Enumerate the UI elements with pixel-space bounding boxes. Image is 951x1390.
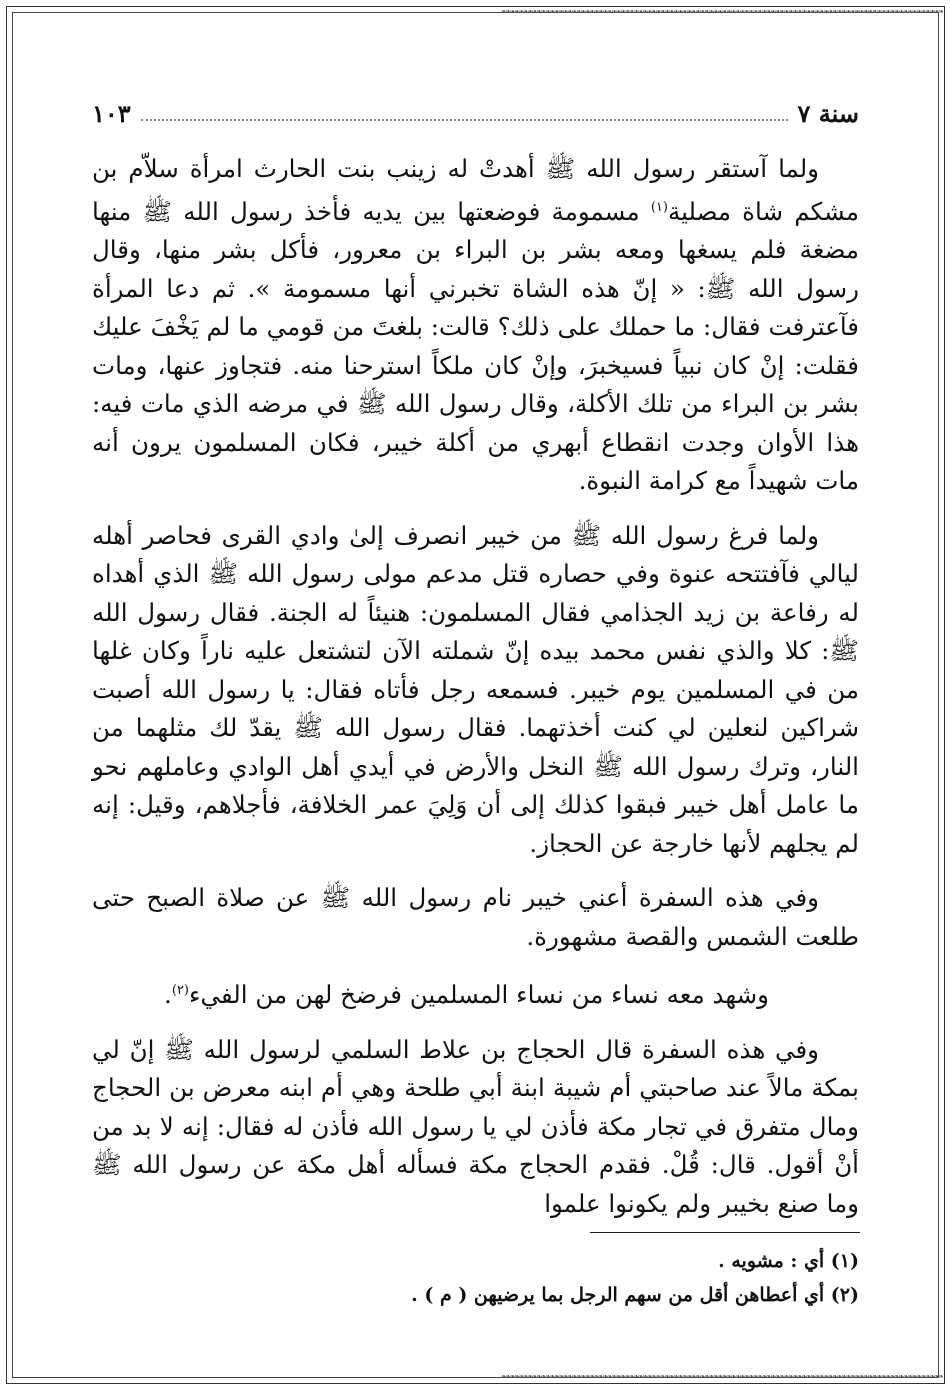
footnote-separator [590,1232,860,1233]
paragraph-1: ولما آستقر رسول الله ﷺ أهدتْ له زينب بنت الحارث امرأة سلاّم بن مشكم شاة مصلية$^{(١)}$ مسمومة فوضعتها بين يديه فأخذ رسول الله ﷺ منها مضغة فلم يسغها ومعه بشر بن البراء بن معرور، فأكل بشر منها، وقال رسول الله ﷺ: « إنّ هذه الشاة تخبرني أنها مسمومة ». ثم دعا المرأة فآعترفت فقال: ما حملك على ذلك؟ قالت: بلغتَ من قومي ما لم يَخْفَ عليك فقلت: إنْ كان نبياً فسيخبرَ، وإنْ كان ملكاً استرحنا منه. فتجاوز عنها، ومات بشر بن البراء من تلك الأكلة، وقال رسول الله ﷺ في مرضه الذي مات فيه: هذا الأوان وجدت انقطاع أبهري من أكلة خيبر، فكان المسلمون يرون أنه مات شهيداً مع كرامة النبوة. [92,154,860,496]
page-header [92,95,859,131]
footnotes [92,1244,859,1312]
page-body [92,150,859,1239]
footnote-1: (١) أي : مشويه . [718,1250,859,1272]
page-number: ١٠٣ [92,98,131,128]
paragraph-5: وفي هذه السفرة قال الحجاج بن علاط السلمي لرسول الله ﷺ إنّ لي بمكة مالاً عند صاحبتي أم شيبة ابنة أبي طلحة وهي أم ابنه معرض بن الحجاج ومال متفرق في تجار مكة فأذن لي يا رسول الله فأذن له فقال: إنه لا بد من أنْ أقول. قال: قُلْ. فقدم الحجاج مكة فسأله أهل مكة عن رسول الله ﷺ وما صنع بخيبر ولم يكونوا علموا [92,1034,859,1218]
paragraph-4: وشهد معه نساء من نساء المسلمين فرضخ لهن من الفيء$^{(٢)}$. [164,980,769,1010]
header-dotted-leader [141,119,788,121]
paragraph-3: وفي هذه السفرة أعني خيبر نام رسول الله ﷺ عن صلاة الصبح حتى طلعت الشمس والقصة مشهورة. [92,883,859,951]
section-title: سنة ٧ [797,98,859,128]
footnote-2: (٢) أي أعطاهن أقل من سهم الرجل بما يرضيهن ( م ) . [411,1284,859,1306]
footnote-ref-2: (٢) [171,983,189,999]
border-ornament-bottom: ❧❧❧❧❧❧❧❧❧❧❧❧❧❧❧❧❧❧❧❧❧❧❧❧❧❧❧❧❧❧❧❧❧❧❧❧❧❧❧❧❧❧❧❧❧❧❧❧❧❧❧❧❧❧❧❧❧❧❧❧❧❧❧❧❧❧❧❧❧❧❧❧❧❧❧❧❧❧❧❧❧❧❧❧❧❧❧❧❧❧❧❧❧❧❧❧❧❧❧❧ [501,1372,943,1382]
paragraph-1-continued: مسمومة فوضعتها بين يديه فأخذ رسول الله ﷺ منها مضغة فلم يسغها ومعه بشر بن البراء بن معرور، فأكل بشر منها، وقال رسول الله ﷺ: « إنّ هذه الشاة تخبرني أنها مسمومة ». ثم دعا المرأة فآعترفت فقال: ما حملك على ذلك؟ قالت: بلغتَ من قومي ما لم يَخْفَ عليك فقلت: إنْ كان نبياً فسيخبرَ، وإنْ كان ملكاً استرحنا منه. فتجاوز عنها، ومات بشر بن البراء من تلك الأكلة، وقال رسول الله ﷺ في مرضه الذي مات فيه: هذا الأوان وجدت انقطاع أبهري من أكلة خيبر، فكان المسلمون يرون أنه مات شهيداً مع كرامة النبوة. [92,196,859,496]
border-ornament-top: ❧❧❧❧❧❧❧❧❧❧❧❧❧❧❧❧❧❧❧❧❧❧❧❧❧❧❧❧❧❧❧❧❧❧❧❧❧❧❧❧❧❧❧❧❧❧❧❧❧❧❧❧❧❧❧❧❧❧❧❧❧❧❧❧❧❧❧❧❧❧❧❧❧❧❧❧❧❧❧❧❧❧❧❧❧❧❧❧❧❧❧❧❧❧❧❧❧❧❧❧ [501,7,943,17]
paragraph-2: ولما فرغ رسول الله ﷺ من خيبر انصرف إلىٰ وادي القرى فحاصر أهله ليالي فآفتتحه عنوة وفي حصاره قتل مدعم مولى رسول الله ﷺ الذي أهداه له رفاعة بن زيد الجذامي فقال المسلمون: هنيئاً له الجنة. فقال رسول الله ﷺ: كلا والذي نفس محمد بيده إنّ شملته الآن لتشتعل عليه ناراً وكان غلها من في المسلمين يوم خيبر. فسمعه رجل فأتاه فقال: يا رسول الله أصبت شراكين لنعلين لي كنت أخذتهما. فقال رسول الله ﷺ يقدّ لك مثلهما من النار، وترك رسول الله ﷺ النخل والأرض في أيدي أهل الوادي وعاملهم نحو ما عامل أهل خيبر فبقوا كذلك إلى أن وَلِيَ عمر الخلافة، فأجلاهم، وقيل: إنه لم يجلهم لأنها خارجة عن الحجاز. [92,520,859,858]
footnote-ref-1: (١) [650,199,668,215]
